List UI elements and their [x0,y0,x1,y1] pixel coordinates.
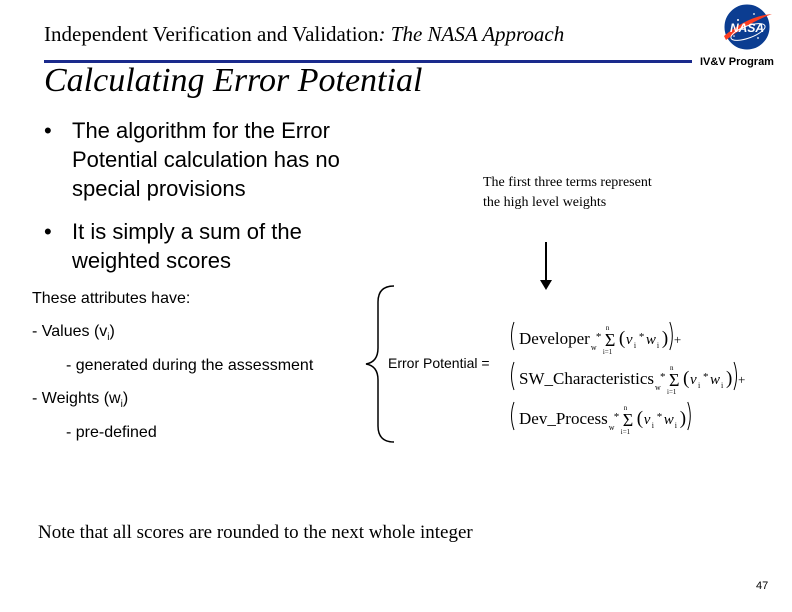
formula-v-index: i [633,341,637,350]
formula-paren-close [734,362,737,390]
formula-plus: + [673,332,682,347]
weights-line: - Weights $(w_i)$ [32,390,129,411]
formula-sum-upper: n [623,404,628,412]
formula-paren-inner-close: ) [661,328,669,349]
formula-term-name: SW_Characteristics [519,369,655,388]
header-title-main: Independent Verification and Validation [44,22,379,46]
formula-w-index: i [721,381,724,390]
formula-weight-subscript: w [608,423,615,432]
bullet-algorithm [44,116,384,203]
formula-sum-upper: n [605,324,610,332]
nasa-logo-icon [718,2,776,52]
formula-v-index: i [651,421,654,430]
formula-multiply: * [656,411,663,423]
formula-weight-subscript: w [655,383,661,392]
formula-paren-close [688,402,691,430]
program-label: IV&V Program [700,56,774,68]
formula-paren-close [670,322,673,350]
formula-multiply: * [613,411,620,423]
formula-sum-lower: i=1 [620,428,631,436]
formula-paren-inner-close: ) [726,368,733,389]
formula-multiply: * [595,331,602,343]
error-potential-formula [508,316,768,440]
formula-sum-upper: n [670,364,674,372]
formula-w: w [710,372,721,388]
formula-sigma: Σ [622,410,634,430]
header-title-sub: The NASA Approach [385,22,565,46]
formula-paren-inner-open: ( [636,408,644,429]
svg-text:NASA: NASA [729,21,765,35]
formula-multiply: * [660,371,666,383]
header-title-separator: : [378,22,386,46]
formula-paren-inner-open: ( [683,368,690,389]
formula-term-name: Dev_Process [519,409,608,428]
formula-v: v [643,412,651,428]
annotation-note: The first three terms represent the high level weights [483,175,652,210]
formula-v: v [625,332,633,348]
formula-sigma: Σ [604,330,616,350]
values-line: - Values $(v_i)$ [32,323,115,344]
bullet-text: The algorithm for the Error Potential calculation has no special provisions [72,118,340,201]
predefined-line: - pre-defined [66,424,157,441]
formula-term-name: Developer [519,329,590,348]
bullet-text: It is simply a sum of the weighted scores [72,219,302,273]
formula-paren-open [512,362,515,390]
formula-paren-open [512,402,515,430]
formula-w: w [663,412,674,428]
formula-w: w [645,332,656,348]
formula-multiply: * [638,331,645,343]
formula-weight-subscript: w [590,343,597,352]
page-number: 47 [756,580,769,592]
header-title [44,22,564,47]
formula-sum-lower: i=1 [602,348,613,356]
bullet-marker: • [44,219,52,244]
formula-paren-open [512,322,515,350]
formula-v: v [690,372,697,388]
formula-w-index: i [656,341,660,350]
generated-line: - generated during the assessment [66,357,314,374]
rounding-note: Note that all scores are rounded to the next whole integer [38,522,473,543]
formula-paren-inner-open: ( [618,328,626,349]
formula-w-index: i [674,421,677,430]
formula-v-index: i [698,381,701,390]
error-potential-label: Error Potential = [388,355,490,371]
bullet-marker: • [44,118,52,143]
attributes-heading: These attributes have: [32,290,191,307]
formula-multiply: * [703,371,709,383]
formula-paren-inner-close: ) [679,408,687,429]
formula-sum-lower: i=1 [667,388,677,396]
slide-title: Calculating Error Potential [44,62,423,99]
bullet-sum [44,217,384,275]
down-arrow-icon [536,242,556,292]
formula-sigma: Σ [669,370,680,390]
formula-plus: + [738,372,746,387]
